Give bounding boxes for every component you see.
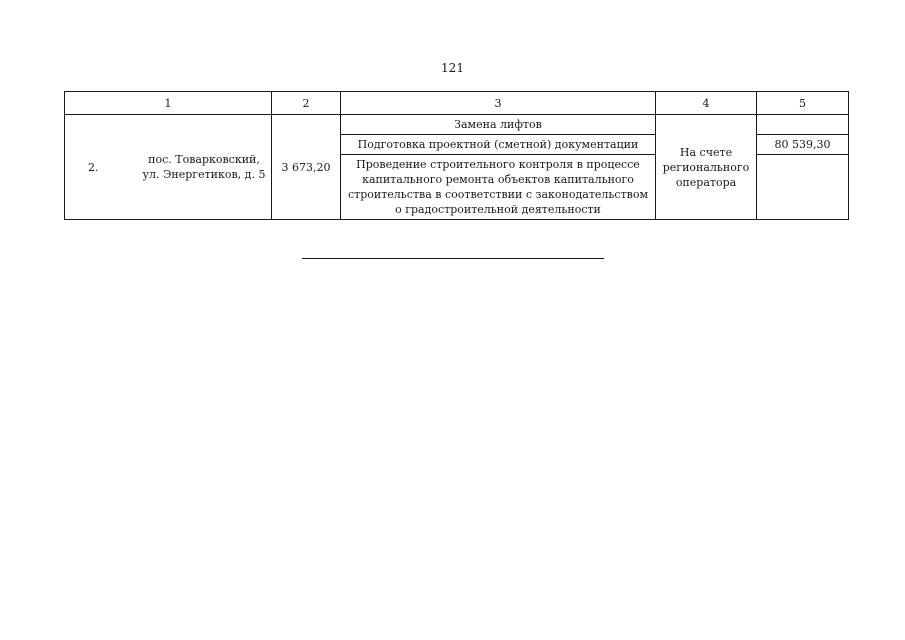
work-type-cell: Подготовка проектной (сметной) документации xyxy=(341,135,656,155)
amount-empty-cell xyxy=(757,155,849,220)
work-type-cell: Проведение строительного контроля в процессе капитального ремонта объектов капитального строительства в соответствии с законодательством о градостроительной деятельности xyxy=(341,155,656,220)
column-header-1: 1 xyxy=(65,92,272,115)
address-line-1: пос. Товарковский, xyxy=(148,153,260,166)
address xyxy=(140,152,268,182)
table-row xyxy=(65,115,849,135)
column-header-4: 4 xyxy=(656,92,757,115)
row-index: 2. xyxy=(88,160,99,174)
page-number: 121 xyxy=(441,61,464,75)
object-cell xyxy=(65,115,272,220)
amount-cell: 80 539,30 xyxy=(757,135,849,155)
amount-empty-cell xyxy=(757,115,849,135)
account-cell: На счете регионального оператора xyxy=(656,115,757,220)
capital-repair-table xyxy=(64,91,849,220)
column-header-3: 3 xyxy=(341,92,656,115)
column-header-2: 2 xyxy=(272,92,341,115)
column-header-5: 5 xyxy=(757,92,849,115)
area-cell: 3 673,20 xyxy=(272,115,341,220)
separator-line xyxy=(302,258,604,259)
address-line-2: ул. Энергетиков, д. 5 xyxy=(142,168,266,181)
table-header-row xyxy=(65,92,849,115)
work-type-cell: Замена лифтов xyxy=(341,115,656,135)
